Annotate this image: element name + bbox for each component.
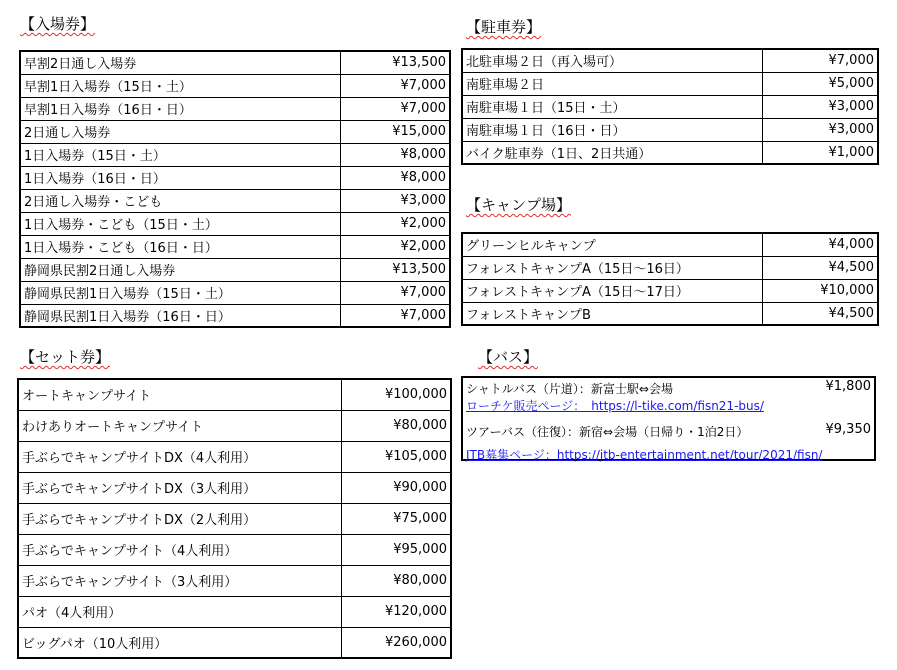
- item-price: ¥15,000: [340, 120, 450, 143]
- item-name: 手ぶらでキャンプサイトDX（3人利用）: [18, 472, 341, 503]
- table-row: [18, 596, 451, 627]
- table-row: [462, 95, 878, 118]
- shuttle-bus-price: ¥1,800: [825, 379, 871, 394]
- item-name: 静岡県民割2日通し入場券: [20, 258, 340, 281]
- item-price: ¥7,000: [340, 281, 450, 304]
- tour-bus-link[interactable]: JTB募集ページ：https://jtb-entertainment.net/tour/2021/fisn/: [466, 448, 823, 462]
- table-row: [20, 97, 450, 120]
- item-price: ¥3,000: [340, 189, 450, 212]
- item-price: ¥3,000: [762, 118, 878, 141]
- item-name: わけありオートキャンプサイト: [18, 410, 341, 441]
- item-name: 静岡県民割1日入場券（16日・日）: [20, 304, 340, 327]
- item-name: フォレストキャンプA（15日〜17日）: [462, 279, 762, 302]
- table-row: [18, 534, 451, 565]
- table-row: [18, 472, 451, 503]
- table-row: [18, 503, 451, 534]
- item-price: ¥13,500: [340, 258, 450, 281]
- table-row: [20, 120, 450, 143]
- camping-table: [461, 232, 879, 326]
- item-name: 手ぶらでキャンプサイト（4人利用）: [18, 534, 341, 565]
- item-name: 早割1日入場券（15日・土）: [20, 74, 340, 97]
- item-name: 早割1日入場券（16日・日）: [20, 97, 340, 120]
- table-row: [462, 118, 878, 141]
- bus-info-box: [461, 376, 876, 461]
- item-price: ¥10,000: [762, 279, 878, 302]
- item-price: ¥95,000: [341, 534, 451, 565]
- parking-heading: 【駐車券】: [466, 18, 542, 36]
- item-price: ¥105,000: [341, 441, 451, 472]
- set-heading: 【セット券】: [20, 348, 111, 366]
- item-name: 静岡県民割1日入場券（15日・土）: [20, 281, 340, 304]
- item-name: 南駐車場１日（15日・土）: [462, 95, 762, 118]
- item-name: バイク駐車券（1日、2日共通）: [462, 141, 762, 164]
- item-price: ¥7,000: [340, 304, 450, 327]
- parking-table: [461, 48, 879, 165]
- table-row: [20, 74, 450, 97]
- item-name: 手ぶらでキャンプサイト（3人利用）: [18, 565, 341, 596]
- item-price: ¥100,000: [341, 379, 451, 410]
- item-price: ¥260,000: [341, 627, 451, 658]
- item-price: ¥8,000: [340, 143, 450, 166]
- item-name: グリーンヒルキャンプ: [462, 233, 762, 256]
- admission-heading: 【入場券】: [20, 15, 96, 33]
- table-row: [462, 72, 878, 95]
- table-row: [20, 166, 450, 189]
- shuttle-bus-link[interactable]: ローチケ販売ページ： https://l-tike.com/fisn21-bus/: [466, 399, 764, 413]
- table-row: [20, 258, 450, 281]
- item-price: ¥2,000: [340, 212, 450, 235]
- set-table: [17, 378, 452, 659]
- item-price: ¥3,000: [762, 95, 878, 118]
- table-row: [20, 212, 450, 235]
- item-name: 1日入場券（15日・土）: [20, 143, 340, 166]
- table-row: [20, 51, 450, 74]
- item-price: ¥80,000: [341, 565, 451, 596]
- item-name: ビッグパオ（10人利用）: [18, 627, 341, 658]
- item-name: 手ぶらでキャンプサイトDX（2人利用）: [18, 503, 341, 534]
- item-name: 南駐車場２日: [462, 72, 762, 95]
- item-name: フォレストキャンプA（15日〜16日）: [462, 256, 762, 279]
- item-name: 2日通し入場券: [20, 120, 340, 143]
- item-price: ¥8,000: [340, 166, 450, 189]
- bus-heading: 【バス】: [478, 348, 539, 366]
- item-name: オートキャンプサイト: [18, 379, 341, 410]
- shuttle-bus-label: シャトルバス（片道）：新富士駅⇔会場: [466, 382, 673, 396]
- camping-heading: 【キャンプ場】: [466, 196, 572, 214]
- table-row: [18, 441, 451, 472]
- item-name: 1日入場券（16日・日）: [20, 166, 340, 189]
- item-name: 1日入場券・こども（16日・日）: [20, 235, 340, 258]
- table-row: [18, 410, 451, 441]
- table-row: [18, 379, 451, 410]
- item-name: 手ぶらでキャンプサイトDX（4人利用）: [18, 441, 341, 472]
- table-row: [20, 304, 450, 327]
- item-name: 1日入場券・こども（15日・土）: [20, 212, 340, 235]
- table-row: [462, 279, 878, 302]
- table-row: [20, 281, 450, 304]
- item-name: 早割2日通し入場券: [20, 51, 340, 74]
- table-row: [20, 143, 450, 166]
- table-row: [20, 189, 450, 212]
- tour-bus-label: ツアーバス（往復）：新宿⇔会場（日帰り・1泊2日）: [466, 425, 749, 439]
- table-row: [462, 302, 878, 325]
- item-price: ¥4,000: [762, 233, 878, 256]
- table-row: [462, 233, 878, 256]
- table-row: [20, 235, 450, 258]
- item-price: ¥7,000: [762, 49, 878, 72]
- item-name: 2日通し入場券・こども: [20, 189, 340, 212]
- item-price: ¥75,000: [341, 503, 451, 534]
- item-price: ¥4,500: [762, 302, 878, 325]
- item-price: ¥13,500: [340, 51, 450, 74]
- table-row: [462, 49, 878, 72]
- table-row: [462, 256, 878, 279]
- item-price: ¥120,000: [341, 596, 451, 627]
- item-name: 北駐車場２日（再入場可）: [462, 49, 762, 72]
- table-row: [18, 565, 451, 596]
- item-name: 南駐車場１日（16日・日）: [462, 118, 762, 141]
- item-price: ¥90,000: [341, 472, 451, 503]
- admission-table: [19, 50, 451, 328]
- item-price: ¥80,000: [341, 410, 451, 441]
- item-name: パオ（4人利用）: [18, 596, 341, 627]
- item-price: ¥1,000: [762, 141, 878, 164]
- tour-bus-price: ¥9,350: [825, 422, 871, 437]
- table-row: [18, 627, 451, 658]
- item-price: ¥7,000: [340, 97, 450, 120]
- item-price: ¥7,000: [340, 74, 450, 97]
- item-price: ¥5,000: [762, 72, 878, 95]
- item-price: ¥4,500: [762, 256, 878, 279]
- item-price: ¥2,000: [340, 235, 450, 258]
- item-name: フォレストキャンプB: [462, 302, 762, 325]
- table-row: [462, 141, 878, 164]
